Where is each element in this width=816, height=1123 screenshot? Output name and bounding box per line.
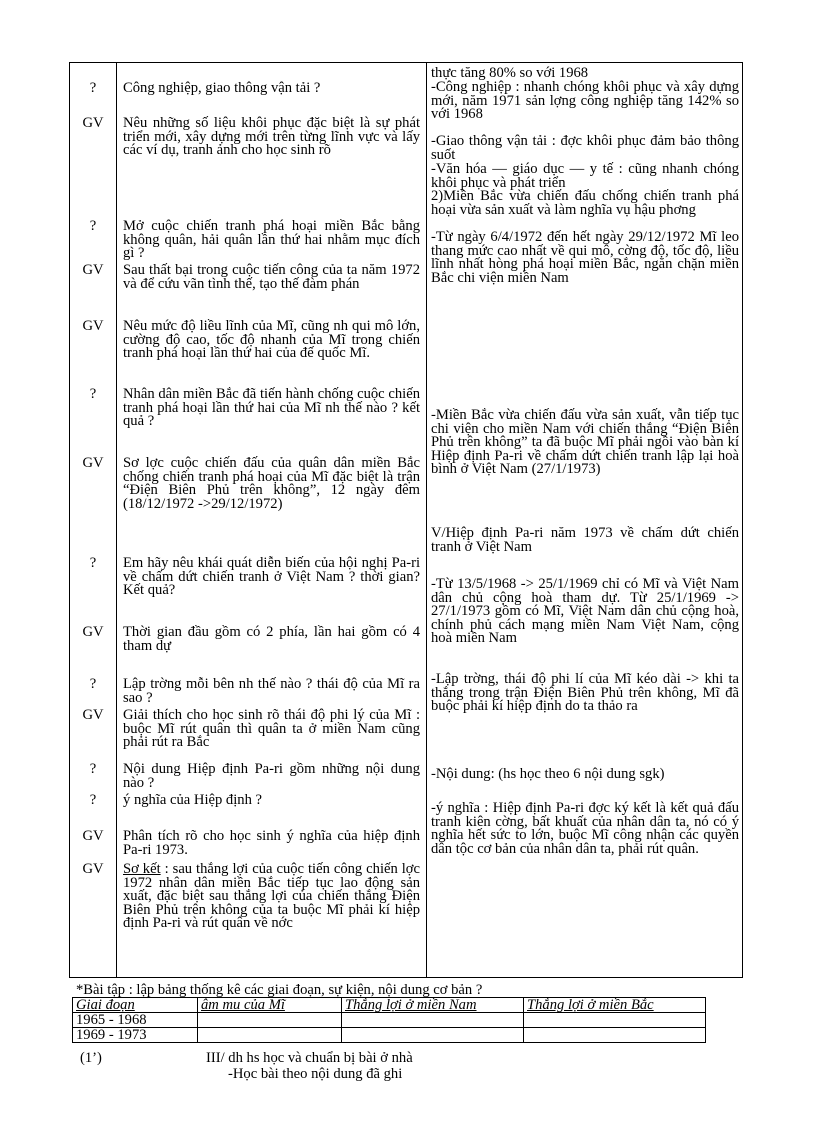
row-marker: GV [82, 262, 104, 278]
content-text: thực tăng 80% so với 1968 [431, 65, 589, 81]
table-row [73, 1028, 706, 1043]
footer-time: (1’) [80, 1050, 102, 1066]
teacher-activity-text: Sơ lợc cuộc chiến đấu của quân dân miền Bắc chống chiến tranh phá hoại của Mĩ đặc biệt là trận “Điện Biên Phủ trên không”, 12 ngày đêm (18/12/1972 ->29/12/1972) [123, 455, 420, 512]
row-marker: GV [82, 318, 104, 334]
footer-section: III/ dh hs học và chuẩn bị bài ở nhà [206, 1050, 413, 1066]
header-us-plot: âm mu của Mĩ [198, 998, 342, 1013]
content-text: -ý nghĩa : Hiệp định Pa-ri đợc ký kết là kết quả đấu tranh kiên cờng, bất khuất của nhân dân ta, nó có ý nghĩa hết sức to lớn, buộc Mĩ công nhận các quyền dân tộc cơ bản của nhân dân ta, phải rút quân. [431, 800, 739, 857]
table-cell [524, 1028, 706, 1043]
row-marker: ? [89, 761, 97, 777]
row-marker: ? [89, 555, 97, 571]
header-north-victory: Thắng lợi ở miền Bắc [524, 998, 706, 1013]
row-marker: ? [89, 386, 97, 402]
content-text: -Công nghiệp : nhanh chóng khôi phục và xây dựng mới, năm 1971 sản lợng công nghiệp tăng 142% so với 1968 [431, 79, 739, 123]
row-marker: ? [89, 218, 97, 234]
header-period: Giai đoạn [73, 998, 198, 1013]
content-text: -Nội dung: (hs học theo 6 nội dung sgk) [431, 766, 665, 782]
content-text: -Giao thông vận tải : đợc khôi phục đảm bảo thông suốt [431, 133, 739, 163]
footer-instruction: -Học bài theo nội dung đã ghi [228, 1066, 403, 1082]
content-text: -Lập trờng, thái độ phi lí của Mĩ kéo dài -> khi ta thắng trong trận Điện Biên Phủ trên không, Mĩ đã buộc phải kí hiệp định do ta thảo ra [431, 671, 739, 715]
teacher-activity-text: Nêu mức độ liều lĩnh của Mĩ, cũng nh qui mô lớn, cường độ cao, tốc độ nhanh của Mĩ trong chiến tranh phá hoại lần thứ hai của đế quốc Mĩ. [123, 318, 420, 362]
column-divider [426, 63, 427, 977]
table-cell: 1965 - 1968 [73, 1013, 198, 1028]
teacher-activity-text: Nội dung Hiệp định Pa-ri gồm những nội dung nào ? [123, 761, 420, 791]
table-cell [198, 1013, 342, 1028]
header-south-victory: Thắng lợi ở miền Nam [342, 998, 524, 1013]
teacher-activity-text: Nhân dân miền Bắc đã tiến hành chống cuộc chiến tranh phá hoại lần thứ hai của Mĩ nh thế nào ? kết quả ? [123, 386, 420, 430]
column-divider [116, 63, 117, 977]
teacher-activity-text: Nêu những số liệu khôi phục đặc biệt là sự phát triển mới, xây dựng mới trên từng lĩnh vực và lấy các ví dụ, tranh ảnh cho học sinh rõ [123, 115, 420, 159]
row-marker: ? [89, 80, 97, 96]
row-marker: ? [89, 792, 97, 808]
row-marker: ? [89, 676, 97, 692]
lesson-table [69, 62, 743, 978]
table-cell: 1969 - 1973 [73, 1028, 198, 1043]
row-marker: GV [82, 707, 104, 723]
row-marker: GV [82, 828, 104, 844]
content-text: 2)Miền Bắc vừa chiến đấu chống chiến tranh phá hoại vừa sản xuất và làm nghĩa vụ hậu phơng [431, 188, 739, 218]
statistics-table-header [73, 998, 706, 1013]
content-text: -Từ 13/5/1968 -> 25/1/1969 chỉ có Mĩ và Việt Nam dân chủ cộng hoà tham dự. Từ 25/1/1969 -> 27/1/1973 gồm có Mĩ, Việt Nam dân chủ cộng hoà, chính phủ cách mạng miền Nam Việt Nam, cộng hoà miền Nam [431, 576, 739, 647]
row-marker: GV [82, 115, 104, 131]
content-text: -Từ ngày 6/4/1972 đến hết ngày 29/12/1972 Mĩ leo thang mức cao nhất về qui mô, cờng độ, tốc độ, liều lĩnh nhất hòng phá hoại miền Bắc, ngăn chặn miền Bắc chi viện miền Nam [431, 229, 739, 286]
row-marker: GV [82, 624, 104, 640]
content-text: V/Hiệp định Pa-ri năm 1973 về chấm dứt chiến tranh ở Việt Nam [431, 525, 739, 555]
teacher-activity-text: Mở cuộc chiến tranh phá hoại miền Bắc bằng không quân, hải quân lần thứ hai nhằm mục đích gì ? [123, 218, 420, 262]
content-text: -Văn hóa — giáo dục — y tế : cũng nhanh chóng khôi phục và phát triển [431, 161, 739, 191]
row-marker: GV [82, 455, 104, 471]
teacher-activity-text [123, 863, 420, 931]
table-row [73, 1013, 706, 1028]
statistics-table [72, 997, 706, 1043]
teacher-activity-text: Giải thích cho học sinh rõ thái độ phi lý của Mĩ : buộc Mĩ rút quân thì quân ta ở miền Nam cũng phải rút ra Bắc [123, 707, 420, 751]
row-marker: GV [82, 861, 104, 877]
teacher-activity-text: Thời gian đầu gồm có 2 phía, lần hai gồm có 4 tham dự [123, 624, 420, 654]
summary-text: : sau thắng lợi của cuộc tiến công chiến lợc 1972 nhân dân miền Bắc tiếp tục lao động sản xuất, đặc biệt sau thắng lợi của chiến thắng Điện Biên Phủ trên không của ta buộc Mĩ phải kí hiệp định Pa-ri và rút quân về nớc [123, 861, 420, 932]
teacher-activity-text: Lập trờng mỗi bên nh thế nào ? thái độ của Mĩ ra sao ? [123, 676, 420, 706]
table-cell [524, 1013, 706, 1028]
exercise-text: *Bài tập : lập bảng thống kê các giai đoạn, sự kiện, nội dung cơ bản ? [76, 982, 483, 998]
content-text: -Miền Bắc vừa chiến đấu vừa sản xuất, vẫn tiếp tục chi viện cho miền Nam với chiến thắng “Điện Biên Phủ trên không” ta đã buộc Mĩ phải ngồi vào bàn kí Hiệp định Pa-ri về chấm dứt chiến tranh lập lại hoà bình ở Việt Nam (27/1/1973) [431, 407, 739, 478]
teacher-activity-text: Công nghiệp, giao thông vận tải ? [123, 80, 321, 96]
table-cell [342, 1028, 524, 1043]
table-cell [198, 1028, 342, 1043]
summary-label: Sơ kết [123, 861, 161, 877]
teacher-activity-text: ý nghĩa của Hiệp định ? [123, 792, 263, 808]
teacher-activity-text: Sau thất bại trong cuộc tiến công của ta năm 1972 và để cứu vãn tình thế, tạo thế đàm phán [123, 262, 420, 292]
teacher-activity-text: Phân tích rõ cho học sinh ý nghĩa của hiệp định Pa-ri 1973. [123, 828, 420, 858]
teacher-activity-text: Em hãy nêu khái quát diễn biến của hội nghị Pa-ri về chấm dứt chiến tranh ở Việt Nam ? thời gian? Kết quả? [123, 555, 420, 599]
table-cell [342, 1013, 524, 1028]
